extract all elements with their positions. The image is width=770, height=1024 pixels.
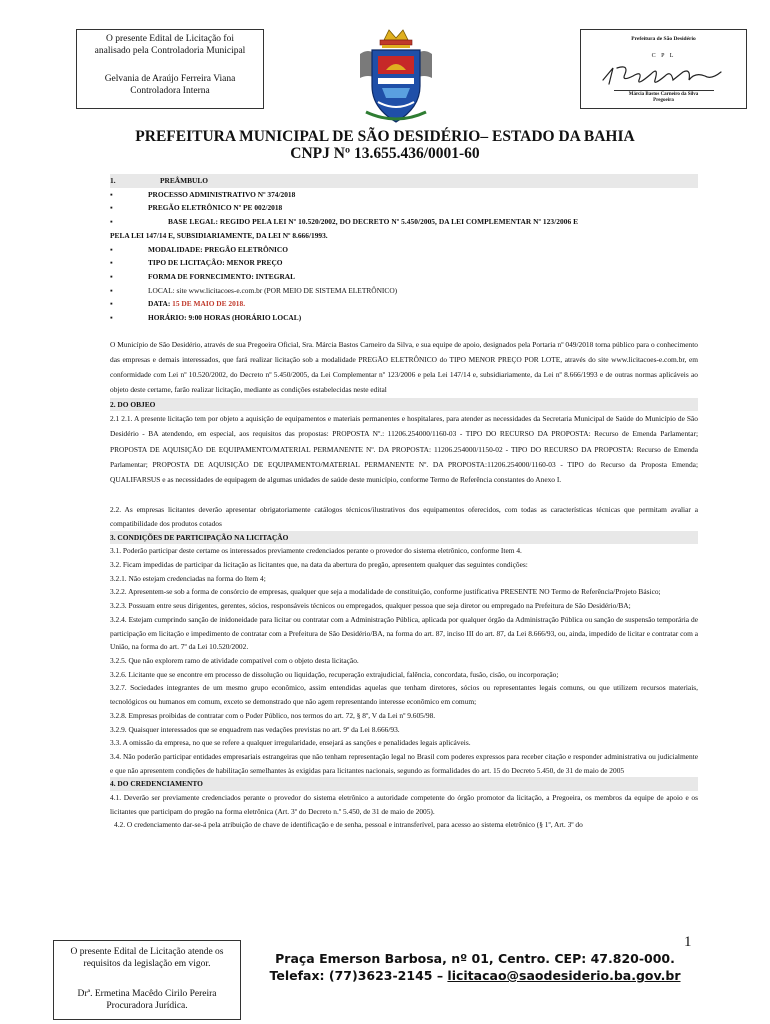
session-date: 15 DE MAIO DE 2018.: [172, 299, 246, 309]
document-title: [0, 128, 770, 162]
stamp-cpl: C P L: [651, 53, 676, 59]
title-line: PREFEITURA MUNICIPAL DE SÃO DESIDÉRIO– ESTADO DA BAHIA: [135, 128, 635, 145]
object-paragraph: 2.1 2.1. A presente licitação tem por objeto a aquisição de equipamentos e materiais permanentes e hospitalares, para atender as necessidades da Secretaria Municipal de Saúde do Município de São Desidério - BA atendendo, em especial, aos requisitos das propostas: PROPOSTA Nº.: 11206.254000/1160-03 - TIPO DO RECURSO DA PROPOSTA: Recurso de Emenda Parlamentar; PROPOSTA DE AQUISIÇÃO DE EQUIPAMENTO/MATERIAL PERMANENTE Nº. DA PROPOSTA: 11206.254000/1150-02 - TIPO DO RECURSO DA PROPOSTA: Recurso de Emenda Parlamentar; PROPOSTA DE AQUISIÇÃO DE EQUIPAMENTO/MATERIAL PERMANENTE Nº. DA PROPOSTA:11206.254000/1160-03 - TIPO do Recurso da Proposta Emenda; QUALIFARSUS e as necessidades de equipagem de algumas unidades de saúde deste município, conforme Termo de Referência constantes do Anexo I.: [110, 414, 698, 485]
section3-item: 3.4. Não poderão participar entidades empresariais estrangeiras que não tenham representação legal no Brasil com poderes expressos para receber citação e responder administrativa ou judicialmente e que não apresentem condições de habilitação semelhantes às exigidas para licitantes nacionais, segundo as formalidades do art. 15 do Decreto 5.450, de 31 de maio de 2005: [110, 751, 698, 775]
preambulo-item-cont: PELA LEI 147/14 E, SUBSIDIARIAMENTE, DA LEI Nº 8.666/1993.: [110, 230, 328, 240]
preambulo-item: ▪ PREGÃO ELETRÔNICO Nº PE 002/2018: [110, 201, 698, 215]
bullet-icon: ▪: [110, 189, 113, 199]
stamp-line: analisado pela Controladoria Municipal: [94, 46, 246, 56]
controladoria-stamp: [76, 29, 264, 109]
section3-item: 3.2.5. Que não explorem ramo de atividade compatível com o objeto desta licitação.: [110, 656, 359, 665]
stamp-line: O presente Edital de Licitação foi: [106, 34, 234, 44]
bullet-icon: ▪: [110, 271, 113, 281]
bullet-icon: ▪: [110, 217, 113, 227]
preambulo-item: ▪ HORÁRIO: 9:00 HORAS (HORÁRIO LOCAL): [110, 311, 698, 325]
section4-item: 4.1. Deverão ser previamente credenciados perante o provedor do sistema eletrônico a autoridade competente do órgão promotor da licitação, a Pregoeira, os membros da equipe de apoio e os licitantes que participam do pregão na forma eletrônica (Art. 3º do Decreto n.º 5.450, de 31 de maio de 2005).: [110, 793, 698, 816]
stamp-signer-role: Controladora Interna: [130, 86, 210, 96]
bullet-icon: ▪: [110, 299, 113, 309]
cnpj-line: CNPJ Nº 13.655.436/0001-60: [290, 145, 480, 162]
section3-item: 3.2. Ficam impedidas de participar da licitação as licitantes que, na data da abertura do pregão, apresentem qualquer das seguintes condições:: [110, 560, 528, 570]
stamp-line: requisitos da legislação em vigor.: [83, 959, 211, 969]
preambulo-item: ▪ FORMA DE FORNECIMENTO: INTEGRAL: [110, 270, 698, 284]
stamp-line: O presente Edital de Licitação atende os: [70, 947, 224, 957]
preambulo-item: ▪ LOCAL: site www.licitacoes-e.com.br (POR MEIO DE SISTEMA ELETRÔNICO): [110, 284, 698, 298]
preambulo-item: ▪ PROCESSO ADMINISTRATIVO Nº 374/2018: [110, 188, 698, 202]
footer-address-line: Praça Emerson Barbosa, nº 01, Centro. CEP: 47.820-000.: [275, 951, 675, 966]
edital-body: [110, 174, 698, 832]
section3-item: 3.2.9. Quaisquer interessados que se enquadrem nas vedações previstas no art. 9º da Lei 8.666/93.: [110, 724, 400, 734]
footer-address: [240, 950, 710, 984]
preambulo-item: ▪ BASE LEGAL: REGIDO PELA LEI Nº 10.520/2002, DO DECRETO Nº 5.450/2005, DA LEI COMPLEMENTAR Nº 123/2006 E: [110, 215, 698, 229]
handwritten-signature: [599, 62, 729, 90]
preambulo-item: ▪ DATA: 15 DE MAIO DE 2018.: [110, 297, 698, 311]
intro-paragraph: O Município de São Desidério, através de sua Pregoeira Oficial, Sra. Márcia Bastos Carneiro da Silva, e sua equipe de apoio, designados pela Portaria nº 049/2018 torna público para o conhecimento das empresas e demais interessados, que fará realizar licitação sob a modalidade PREGÃO ELETRÔNICO do TIPO MENOR PREÇO POR LOTE, através do site www.licitacoes-e.com.br, em conformidade com Lei nº 10.520/2002, do Decreto nº 5.450/2005, da Lei Complementar nº 123/2006 e pela Lei 147/14 e, subsidiariamente, da Lei nº 8.666/1993 e de outras normas aplicáveis ao objeto deste certame, farão realizar licitação, mediante as condições estabelecidas neste edital: [110, 339, 698, 395]
section-heading: 4. DO CREDENCIAMENTO: [110, 777, 698, 791]
preambulo-item: ▪ TIPO DE LICITAÇÃO: MENOR PREÇO: [110, 256, 698, 270]
page-number: 1: [684, 934, 692, 950]
bullet-icon: ▪: [110, 285, 113, 295]
section3-item: 3.2.4. Estejam cumprindo sanção de inidoneidade para licitar ou contratar com a Administração Pública, aplicada por qualquer órgão da Administração Pública ou sanção de suspensão temporária de participação em licitação e impedimento de contratar com a Prefeitura de São Desidério/BA, na forma do art. 87, inciso III do art. 87, da Lei 8.666/93, ou, ainda, impedido de licitar e contratar com a União, na forma do art. 7º da Lei 10.520/2002.: [110, 614, 698, 652]
stamp-signer-role: Procuradora Jurídica.: [106, 1001, 188, 1011]
section3-item: 3.2.3. Possuam entre seus dirigentes, gerentes, sócios, responsáveis técnicos ou empregados, qualquer pessoa que seja diretor ou empregado na Prefeitura de São Desidério/BA;: [110, 601, 631, 611]
section4-item: 4.2. O credenciamento dar-se-á pela atribuição de chave de identificação e de senha, pessoal e intransferível, para acesso ao sistema eletrônico (§ 1º, Art. 3º do: [114, 820, 583, 830]
stamp-signer-name: Gelvania de Araújo Ferreira Viana: [104, 74, 236, 84]
catalog-paragraph: 2.2. As empresas licitantes deverão apresentar obrigatoriamente catálogos técnicos/ilustrativos dos equipamentos oferecidos, com todas as características técnicas que permitam avaliar a compatibilidade dos produtos cotados: [110, 505, 698, 528]
section-label: PREÂMBULO: [160, 176, 209, 185]
cpl-stamp: [580, 29, 747, 109]
section-number: 1.: [110, 176, 116, 185]
bullet-icon: ▪: [110, 244, 113, 254]
stamp-signer-name: Drª. Ermetina Macêdo Cirilo Pereira: [77, 989, 217, 999]
section-heading: 3. CONDIÇÕES DE PARTICIPAÇÃO NA LICITAÇÃO: [110, 531, 698, 545]
section3-item: 3.3. A omissão da empresa, no que se refere a qualquer irregularidade, ensejará as sanções e penalidades legais aplicáveis.: [110, 738, 471, 748]
section3-item: 3.1. Poderão participar deste certame os interessados previamente credenciados perante o provedor do sistema eletrônico, conforme Item 4.: [110, 546, 522, 556]
section3-item: 3.2.6. Licitante que se encontre em processo de dissolução ou liquidação, recuperação extrajudicial, falência, concordata, fusão, cisão, ou incorporação;: [110, 669, 559, 679]
bullet-icon: ▪: [110, 313, 113, 323]
preambulo-item: ▪ MODALIDADE: PREGÃO ELETRÔNICO: [110, 243, 698, 257]
section-heading: 2. DO OBJEO: [110, 398, 698, 412]
footer-phone: Telefax: (77)3623-2145 –: [269, 968, 448, 983]
municipal-crest-logo: [356, 26, 436, 126]
stamp-signer-name: Márcia Bastos Carneiro da Silva: [628, 92, 699, 97]
bullet-icon: ▪: [110, 258, 113, 268]
stamp-signer-role: Pregoeira: [653, 98, 674, 103]
section3-item: 3.2.1. Não estejam credenciadas na forma do Item 4;: [110, 573, 266, 583]
section3-item: 3.2.7. Sociedades integrantes de um mesmo grupo econômico, assim entendidas aquelas que tenham diretores, sócios ou representantes legais comuns, ou que utilizem recursos materiais, tecnológicos ou humanos em comum, exceto se demonstrado que não agem representando interesse econômico em comum;: [110, 683, 698, 707]
preambulo-heading: [110, 174, 698, 188]
stamp-header: Prefeitura de São Desidério: [631, 36, 696, 42]
bullet-icon: ▪: [110, 203, 113, 213]
section3-item: 3.2.8. Empresas proibidas de contratar com o Poder Público, nos termos do art. 72, § 8º, V da Lei nº 9.605/98.: [110, 710, 436, 720]
procuradoria-stamp: [53, 940, 241, 1020]
section3-item: 3.2.2. Apresentem-se sob a forma de consórcio de empresas, qualquer que seja a modalidade de constituição, conforme justificativa PRESENTE NO Termo de Referência/Projeto Básico;: [110, 587, 661, 597]
footer-email-link[interactable]: licitacao@saodesiderio.ba.gov.br: [447, 968, 681, 983]
